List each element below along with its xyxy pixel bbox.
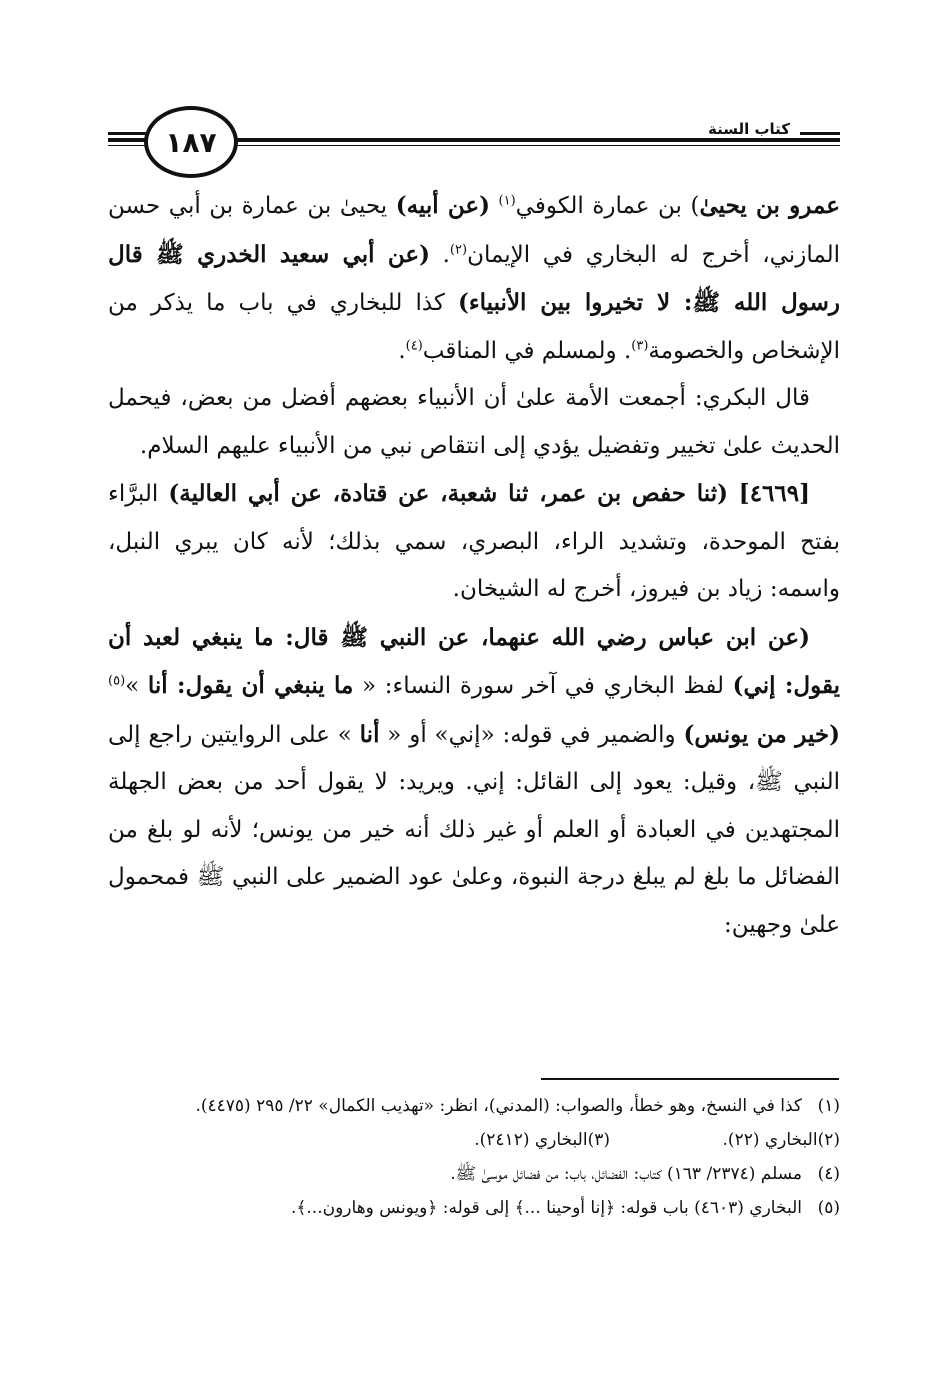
- paragraph-1: [108, 182, 840, 375]
- main-text: [108, 182, 840, 949]
- text-bold: (عن أبيه): [395, 192, 490, 219]
- footnote-ref: (٣): [631, 337, 649, 353]
- footnote-text: كذا في النسخ، وهو خطأ، والصواب: (المدني)، انظر: «تهذيب الكمال» ٢٢/ ٢٩٥ (٤٤٧٥).: [195, 1096, 802, 1116]
- page-header: [108, 98, 840, 178]
- footnote-text: البخاري (٤٦٠٣) باب قوله: ﴿إنا أوحينا ...﴾ إلى قوله: ﴿ويونس وهارون...﴾.: [291, 1198, 802, 1218]
- hadith-matn: (عن ابن عباس رضي الله عنهما، عن النبي ﷺ قال: ما ينبغي لعبد أن يقول: إني): [108, 623, 840, 699]
- footnote-number: (٢): [817, 1130, 840, 1150]
- footnote: [380, 1123, 610, 1157]
- text: . ولمسلم في المناقب: [422, 337, 632, 364]
- footnote-number: (٤): [817, 1164, 840, 1184]
- hadith-isnad: [٤٦٦٩] (ثنا حفص بن عمر، ثنا شعبة، عن قتادة، عن أبي العالية): [168, 480, 810, 507]
- text: والضمير في قوله: «إني» أو «: [379, 721, 684, 748]
- footnote-text: مسلم (٢٣٧٤/ ١٦٣) كتاب: الفضائل، باب: من فضائل موسىٰ ﷺ.: [450, 1164, 802, 1184]
- footnote-ref: (٢): [449, 241, 468, 257]
- text-bold: أنا: [359, 720, 380, 748]
- footnote: [108, 1191, 840, 1225]
- text-bold: ما ينبغي أن يقول: أنا: [147, 672, 354, 699]
- page-number: ١٨٧: [144, 106, 238, 178]
- footnote-ref: (٥): [108, 673, 126, 689]
- footnote-number: (١): [817, 1096, 840, 1116]
- footnote-number: (٥): [817, 1198, 840, 1218]
- text-bold: ﷺ قال رسول الله ﷺ: لا تخيروا بين الأنبياء): [108, 240, 840, 316]
- text: .: [429, 241, 450, 268]
- footnote: [610, 1123, 840, 1157]
- footnote-number: (٣): [587, 1130, 610, 1150]
- text: البرَّاء بفتح الموحدة، وتشديد الراء، البصري، سمي بذلك؛ لأنه كان يبري النبل، واسمه: زياد بن فيروز، أخرج له الشيخان.: [108, 481, 840, 602]
- paragraph-2: قال البكري: أجمعت الأمة علىٰ أن الأنبياء بعضهم أفضل من بعض، فيحمل الحديث علىٰ تخيير وتفضيل يؤدي إلى انتقاص نبي من الأنبياء عليهم السلام.: [108, 385, 840, 459]
- footnote: [108, 1157, 840, 1191]
- header-rule-right: [800, 132, 840, 135]
- footnote-ref: (٤): [405, 337, 423, 353]
- text: لفظ البخاري في آخر سورة النساء: «: [353, 673, 733, 699]
- footnote-separator: [541, 1078, 839, 1080]
- text-bold: (عن أبي سعيد الخدري: [197, 240, 430, 268]
- footnote-ref: (١): [498, 193, 516, 209]
- text: [490, 193, 499, 219]
- text: »: [125, 673, 148, 699]
- text: » على الروايتين راجع إلى النبي ﷺ، وقيل: يعود إلى القائل: إني. ويريد: لا يقول أحد من بعض الجهلة المجتهدين في العبادة أو العلم أو غير ذلك أنه خير من يونس؛ لأنه لو بلغ من الفضائل ما بلغ لم يبلغ درجة النبوة، وعلىٰ عود الضمير على النبي ﷺ فمحمول علىٰ وجهين:: [108, 721, 840, 938]
- text: كذا للبخاري في باب ما يذكر من الإشخاص والخصومة: [108, 290, 840, 364]
- paragraph-4: [108, 614, 840, 950]
- text: يحيىٰ بن عمارة بن أبي حسن المازني، أخرج له البخاري في الإيمان: [108, 193, 841, 268]
- footnote-text: البخاري (٢٤١٢).: [474, 1130, 588, 1150]
- footnote-row: [108, 1123, 840, 1157]
- footnote: [108, 1089, 840, 1123]
- running-title: كتاب السنة: [702, 120, 796, 138]
- text: ) بن عمارة الكوفي: [515, 193, 700, 219]
- footnote-text: البخاري (٢٢).: [722, 1130, 818, 1150]
- text-bold: عمرو بن يحيىٰ: [699, 192, 840, 219]
- paragraph-3: [108, 470, 840, 614]
- text-bold: (خير من يونس): [683, 720, 840, 748]
- text: .: [398, 337, 406, 364]
- footnotes: [108, 1089, 840, 1225]
